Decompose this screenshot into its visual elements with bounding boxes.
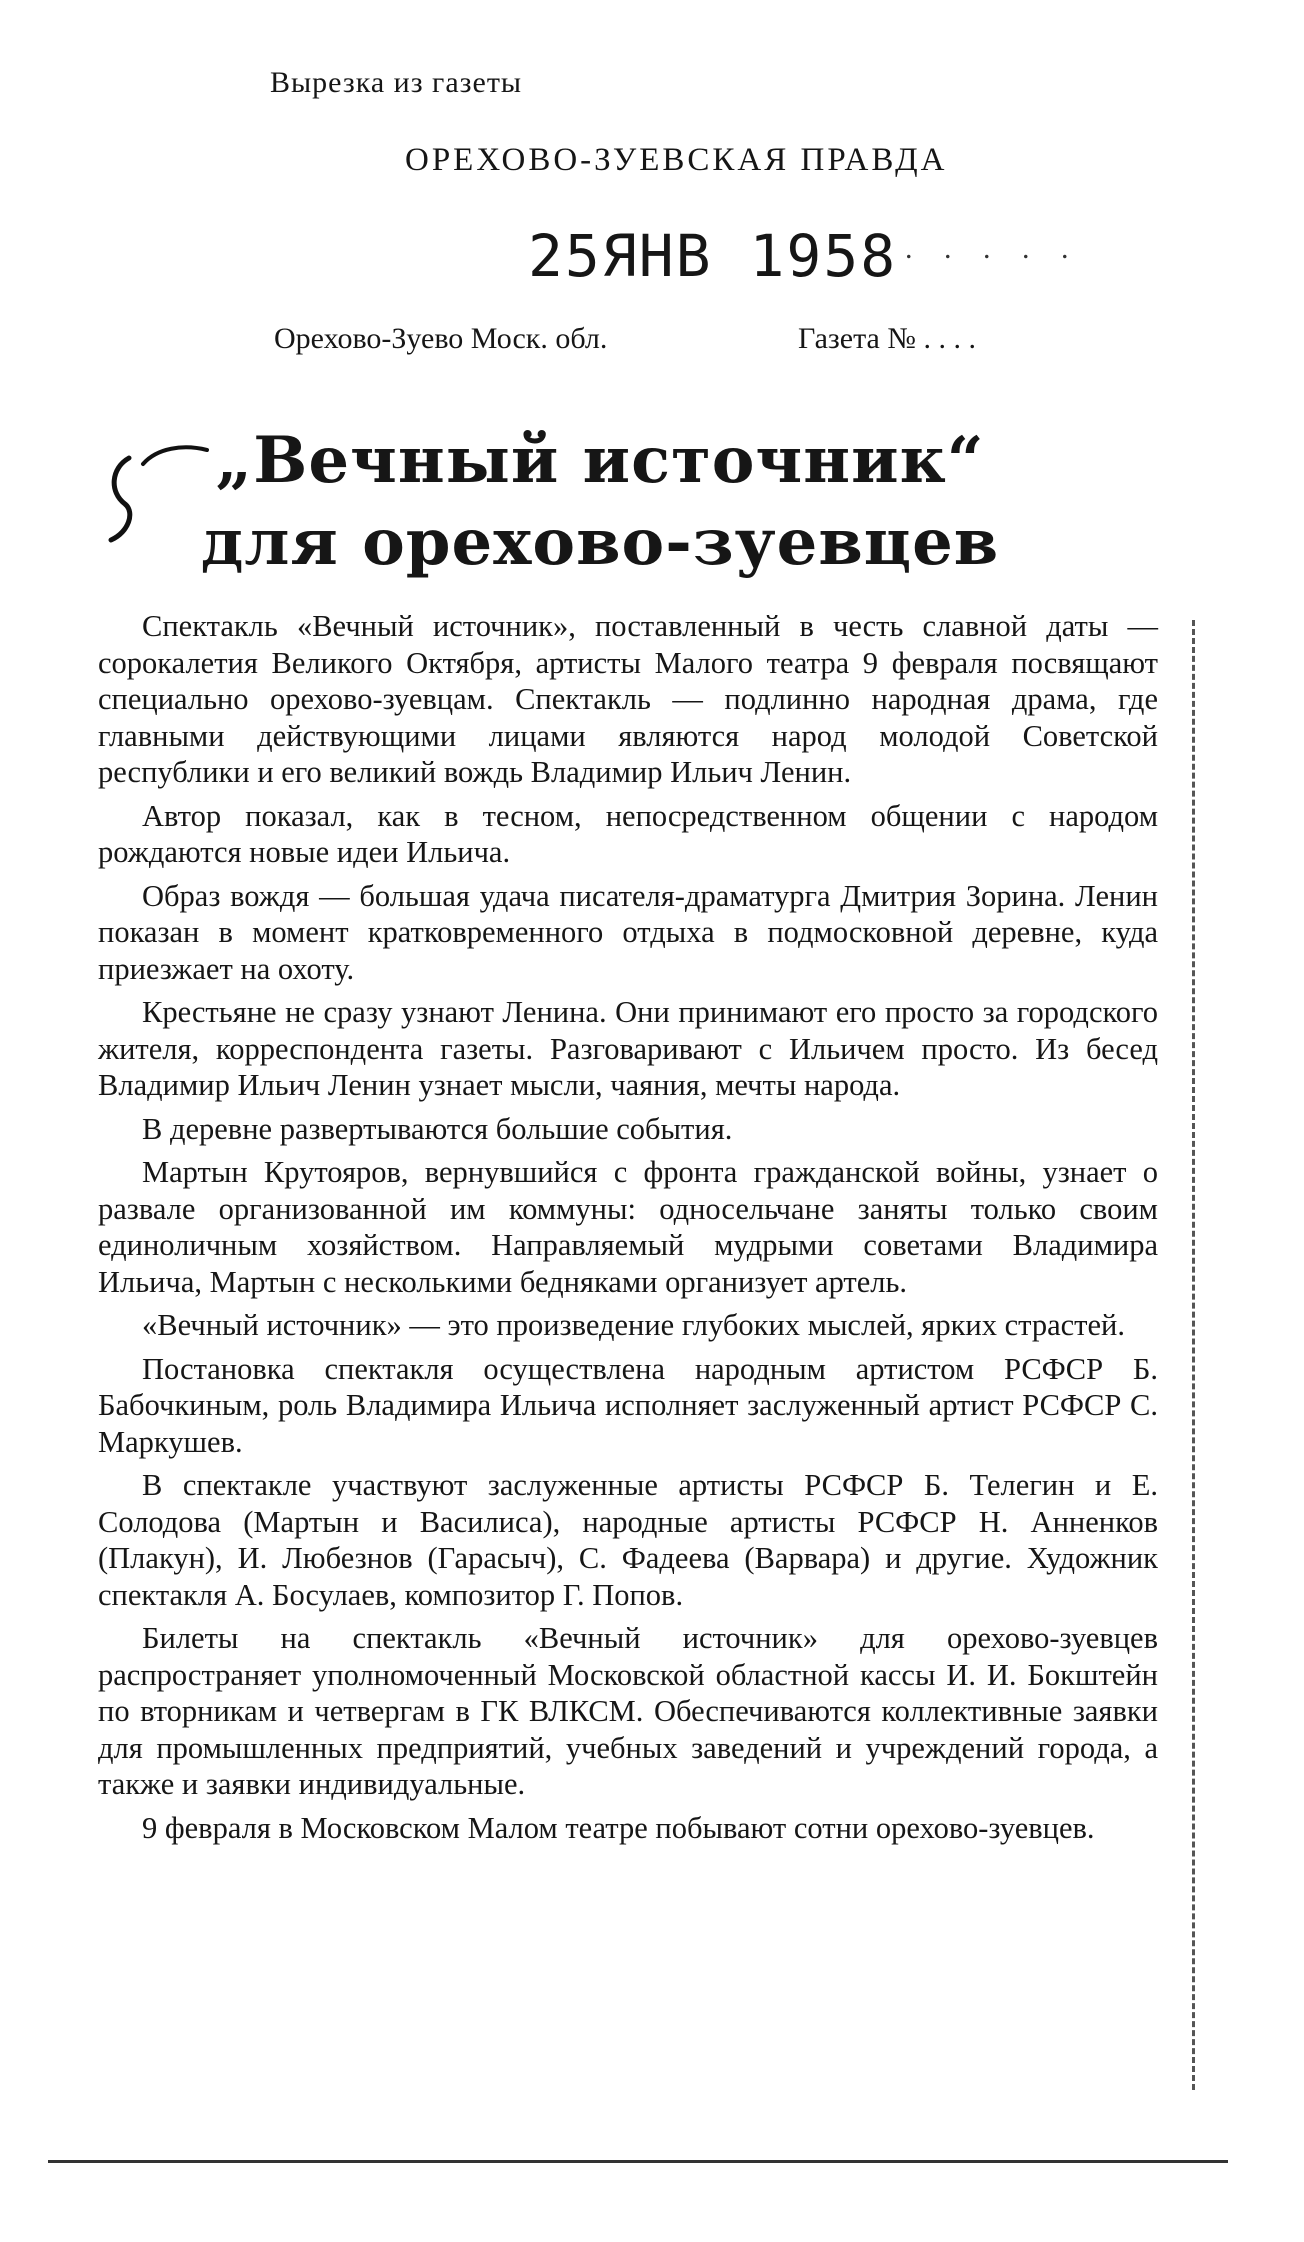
article-paragraph: «Вечный источник» — это произведение глубоких мыслей, ярких страстей. xyxy=(142,1308,1125,1342)
article-paragraph: Образ вождя — большая удача писателя-драматурга Дмитрия Зорина. Ленин показан в момент кратковременного отдыха в подмосковной деревне, куда приезжает на охоту. xyxy=(98,878,1158,986)
place-line: Орехово-Зуево Моск. обл. xyxy=(274,322,608,355)
article-paragraph: Крестьяне не сразу узнают Ленина. Они принимают его просто за городского жителя, корреспондента газеты. Разговаривают с Ильичем просто. Из бесед Владимир Ильич Ленин узнает мысли, чаяния, мечты народа. xyxy=(98,995,1158,1102)
headline-line-1: „Вечный источник“ xyxy=(215,423,985,498)
article-headline xyxy=(150,420,1050,584)
article-paragraph: 9 февраля в Московском Малом театре побывают сотни орехово-зуевцев. xyxy=(142,1810,1095,1845)
gazette-number-label: Газета № . . . . xyxy=(798,322,976,355)
date-dots: . . . . . xyxy=(905,232,1081,265)
article-paragraph: Постановка спектакля осуществлена народным артистом РСФСР Б. Бабочкиным, роль Владимира Ильича исполняет заслуженный артист РСФСР С. Маркушев. xyxy=(98,1351,1158,1459)
newspaper-name: ОРЕХОВО-ЗУЕВСКАЯ ПРАВДА xyxy=(405,142,948,178)
article-paragraph: Мартын Крутояров, вернувшийся с фронта гражданской войны, узнает о развале организованной им коммуны: односельчане заняты только своим единоличным хозяйством. Направляемый мудрыми советами Владимира Ильича, Мартын с несколькими бедняками организует артель. xyxy=(98,1155,1158,1299)
date-stamp: 25ЯНВ 1958 xyxy=(528,222,898,290)
article-paragraph: В спектакле участвуют заслуженные артисты РСФСР Б. Телегин и Е. Солодова (Мартын и Василиса), народные артисты РСФСР Н. Анненков (Плакун), И. Любезнов (Гарасыч), С. Фадеева (Варвара) и другие. Художник спектакля А. Босулаев, композитор Г. Попов. xyxy=(98,1468,1158,1612)
headline-line-2: для орехово-зуевцев xyxy=(200,505,1000,580)
article-paragraph: Спектакль «Вечный источник», поставленный в честь славной даты — сорокалетия Великого Октября, артисты Малого театра 9 февраля посвящают специально орехово-зуевцам. Спектакль — подлинно народная драма, где главными действующими лицами являются народ молодой Советской республики и его великий вождь Владимир Ильич Ленин. xyxy=(98,609,1158,789)
article-paragraph: Билеты на спектакль «Вечный источник» для орехово-зуевцев распространяет уполномоченный Московской областной кассы И. И. Бокштейн по вторникам и четвергам в ГК ВЛКСМ. Обеспечиваются коллективные заявки для промышленных предприятий, учебных заведений и учреждений города, а также и заявки индивидуальные. xyxy=(98,1621,1158,1801)
article-paragraph: Автор показал, как в тесном, непосредственном общении с народом рождаются новые идеи Ильича. xyxy=(98,798,1158,869)
article-body xyxy=(98,608,1158,1853)
article-paragraph: В деревне развертываются большие события. xyxy=(142,1111,733,1146)
clipping-cut-edge xyxy=(1192,620,1195,2090)
bottom-rule xyxy=(48,2160,1228,2163)
clipping-label: Вырезка из газеты xyxy=(270,66,523,99)
